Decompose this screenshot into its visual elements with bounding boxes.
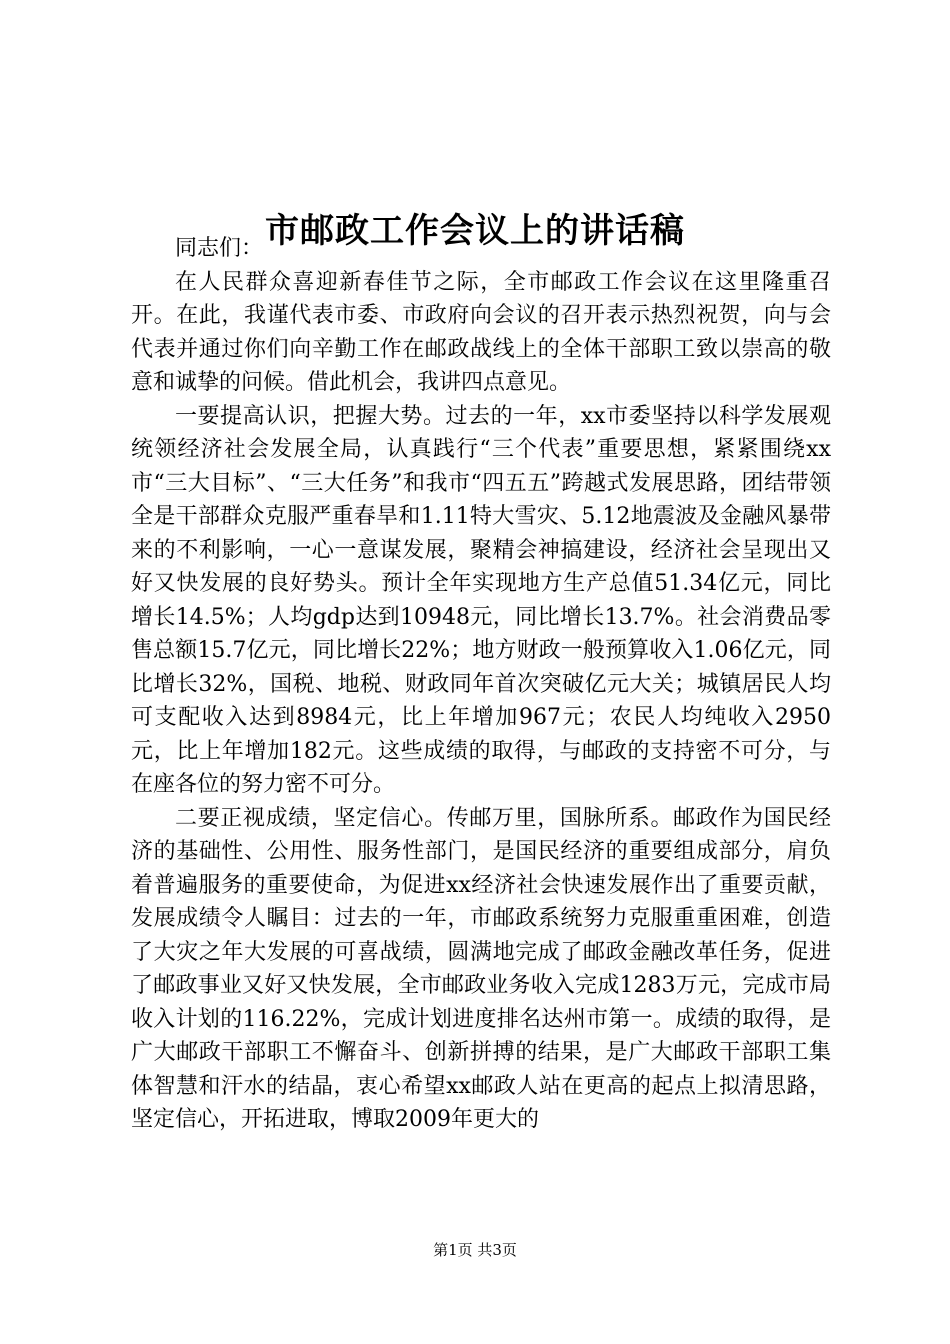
page-footer: 第1页 共3页 [433, 1241, 517, 1259]
paragraph-point-two: 二要正视成绩，坚定信心。传邮万里，国脉所系。邮政作为国民经济的基础性、公用性、服务性部门，是国民经济的重要组成部分，肩负着普遍服务的重要使命，为促进xx经济社会快速发展作出了重要贡献，发展成绩令人瞩目：过去的一年，市邮政系统努力克服重重困难，创造了大灾之年大发展的可喜战绩，圆满地完成了邮政金融改革任务，促进了邮政事业又好又快发展，全市邮政业务收入完成1283万元，完成市局收入计划的116.22%，完成计划进度排名达州市第一。成绩的取得，是广大邮政干部职工不懈奋斗、创新拼搏的结果，是广大邮政干部职工集体智慧和汗水的结晶，衷心希望xx邮政人站在更高的起点上拟清思路，坚定信心，开拓进取，博取2009年更大的 [131, 805, 831, 1132]
paragraph-point-one: 一要提高认识，把握大势。过去的一年，xx市委坚持以科学发展观统领经济社会发展全局，认真践行“三个代表”重要思想，紧紧围绕xx市“三大目标”、“三大任务”和我市“四五五”跨越式发展思路，团结带领全是干部群众克服严重春旱和1.11特大雪灾、5.12地震波及金融风暴带来的不利影响，一心一意谋发展，聚精会神搞建设，经济社会呈现出又好又快发展的良好势头。预计全年实现地方生产总值51.34亿元，同比增长14.5%；人均gdp达到10948元，同比增长13.7%。社会消费品零售总额15.7亿元，同比增长22%；地方财政一般预算收入1.06亿元，同比增长32%，国税、地税、财政同年首次突破亿元大关；城镇居民人均可支配收入达到8984元，比上年增加967元；农民人均纯收入2950元，比上年增加182元。这些成绩的取得，与邮政的支持密不可分，与在座各位的努力密不可分。 [131, 403, 831, 797]
salutation: 同志们： [175, 236, 264, 261]
paragraph-opening: 在人民群众喜迎新春佳节之际，全市邮政工作会议在这里隆重召开。在此，我谨代表市委、市政府向会议的召开表示热烈祝贺，向与会代表并通过你们向辛勤工作在邮政战线上的全体干部职工致以崇高的敬意和诚挚的问候。借此机会，我讲四点意见。 [131, 269, 831, 395]
document-body [131, 232, 831, 1137]
page-title: 市邮政工作会议上的讲话稿 [265, 210, 685, 251]
